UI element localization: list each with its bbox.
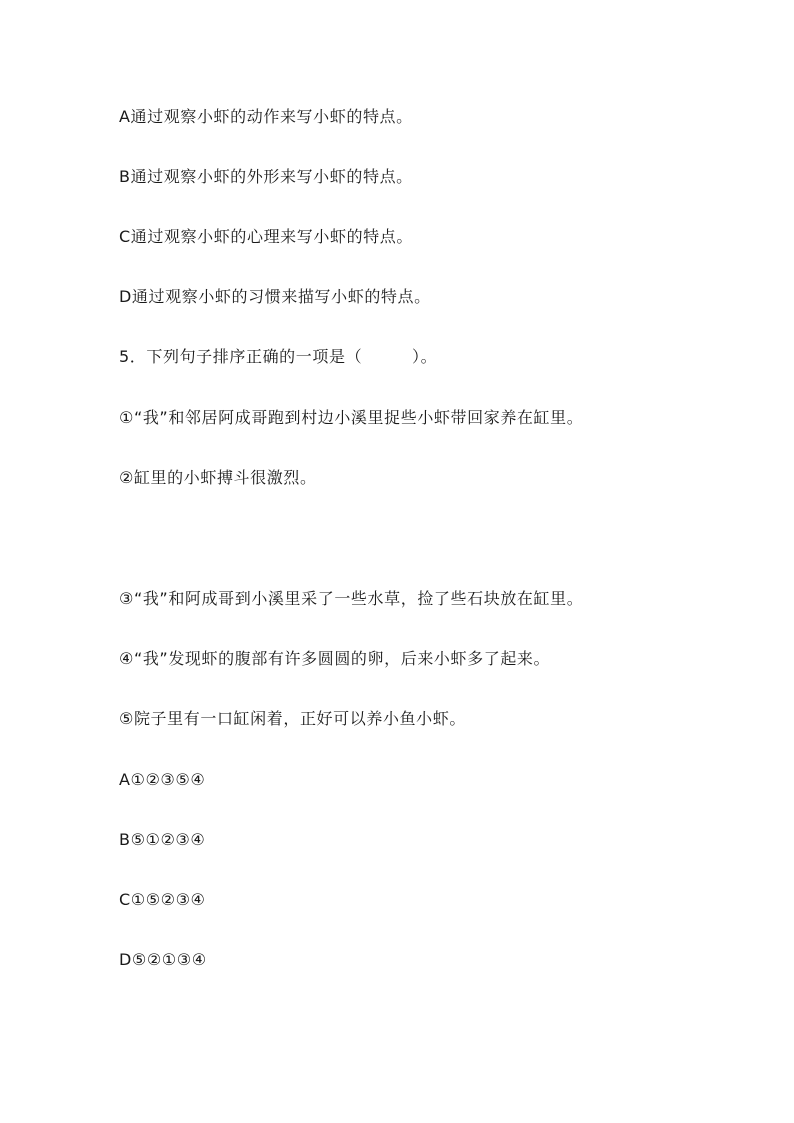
q5-option-c: C①⑤②③④ — [119, 890, 206, 909]
q4-option-a: A通过观察小虾的动作来写小虾的特点。 — [119, 107, 413, 126]
q5-option-d: D⑤②①③④ — [119, 950, 207, 969]
q4-option-c: C通过观察小虾的心理来写小虾的特点。 — [119, 227, 413, 246]
q5-sentence-3: ③“我”和阿成哥到小溪里采了一些水草，捡了些石块放在缸里。 — [119, 589, 584, 608]
q5-sentence-2: ②缸里的小虾搏斗很激烈。 — [119, 468, 317, 487]
q5-option-a: A①②③⑤④ — [119, 770, 206, 789]
q5-option-b: B⑤①②③④ — [119, 830, 206, 849]
q5-sentence-1: ①“我”和邻居阿成哥跑到村边小溪里捉些小虾带回家养在缸里。 — [119, 408, 584, 427]
q5-sentence-4: ④“我”发现虾的腹部有许多圆圆的卵，后来小虾多了起来。 — [119, 649, 551, 668]
q5-stem: 5．下列句子排序正确的一项是（ ）。 — [119, 347, 438, 366]
q5-sentence-5: ⑤院子里有一口缸闲着，正好可以养小鱼小虾。 — [119, 709, 466, 728]
q4-option-b: B通过观察小虾的外形来写小虾的特点。 — [119, 167, 413, 186]
q4-option-d: D通过观察小虾的习惯来描写小虾的特点。 — [119, 287, 431, 306]
